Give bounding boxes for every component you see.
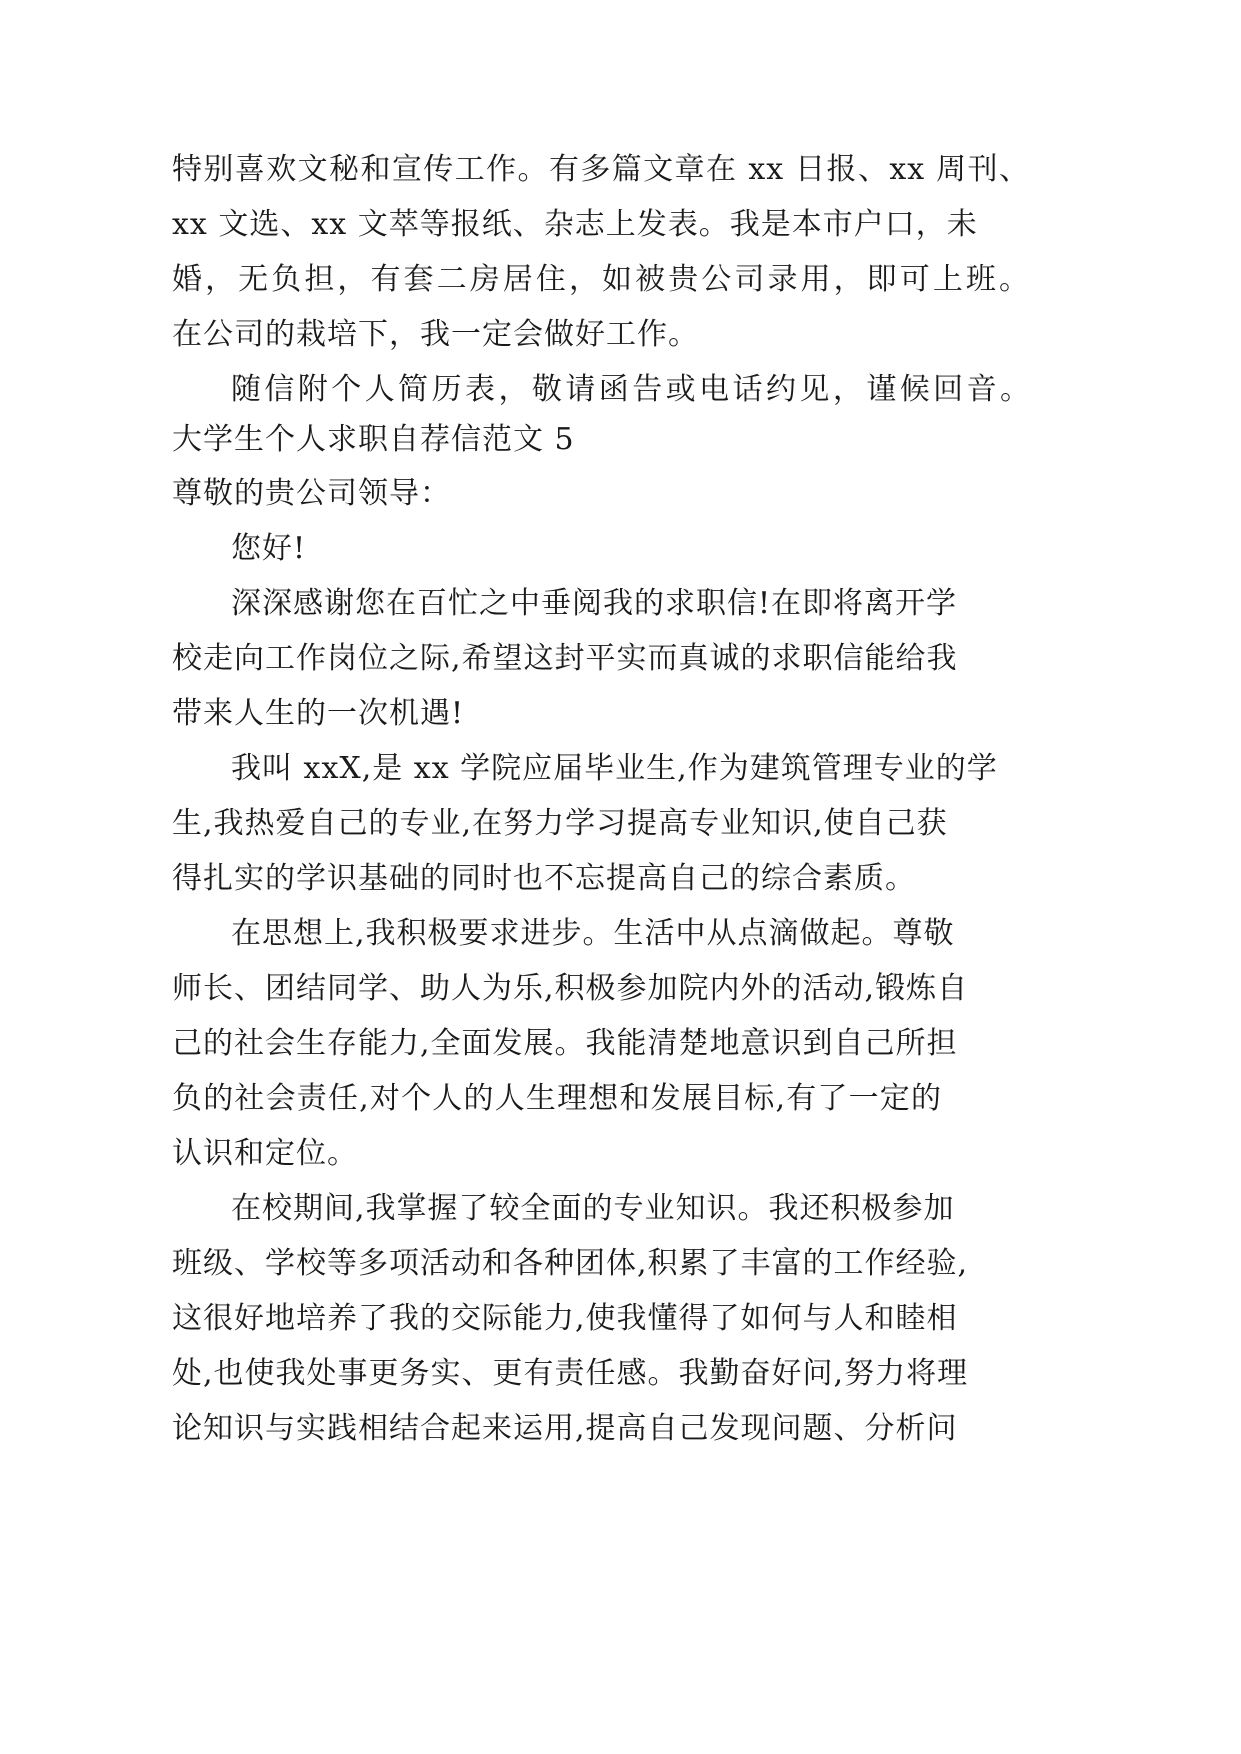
text-line: 论知识与实践相结合起来运用,提高自己发现问题、分析问 xyxy=(172,1411,958,1446)
text-line: 认识和定位。 xyxy=(172,1136,358,1171)
text-line: 深深感谢您在百忙之中垂阅我的求职信!在即将离开学 xyxy=(231,586,958,621)
text-line: 在思想上,我积极要求进步。生活中从点滴做起。尊敬 xyxy=(231,916,955,951)
text-line: 得扎实的学识基础的同时也不忘提高自己的综合素质。 xyxy=(172,861,916,896)
text-line: 处,也使我处事更务实、更有责任感。我勤奋好问,努力将理 xyxy=(172,1356,969,1391)
salutation: 尊敬的贵公司领导： xyxy=(172,476,451,511)
text-line: 特别喜欢文秘和宣传工作。有多篇文章在 xx 日报、xx 周刊、 xyxy=(172,152,1030,187)
text-line: 带来人生的一次机遇! xyxy=(172,696,465,731)
text-line: 我叫 xxX,是 xx 学院应届毕业生,作为建筑管理专业的学 xyxy=(231,751,998,786)
section-title: 大学生个人求职自荐信范文 5 xyxy=(172,422,575,457)
text-line: 婚，无负担，有套二房居住，如被贵公司录用，即可上班。 xyxy=(172,262,1030,297)
text-line: xx 文选、xx 文萃等报纸、杂志上发表。我是本市户口，未 xyxy=(172,207,978,242)
text-line: 校走向工作岗位之际,希望这封平实而真诚的求职信能给我 xyxy=(172,641,958,676)
text-line: 生,我热爱自己的专业,在努力学习提高专业知识,使自己获 xyxy=(172,806,948,841)
text-line: 在公司的栽培下，我一定会做好工作。 xyxy=(172,317,699,352)
text-line: 这很好地培养了我的交际能力,使我懂得了如何与人和睦相 xyxy=(172,1301,958,1336)
text-line: 负的社会责任,对个人的人生理想和发展目标,有了一定的 xyxy=(172,1081,942,1116)
text-line: 班级、学校等多项活动和各种团体,积累了丰富的工作经验, xyxy=(172,1246,969,1281)
text-line: 在校期间,我掌握了较全面的专业知识。我还积极参加 xyxy=(231,1191,955,1226)
greeting: 您好! xyxy=(231,531,307,566)
text-line: 己的社会生存能力,全面发展。我能清楚地意识到自己所担 xyxy=(172,1026,958,1061)
text-line: 师长、团结同学、助人为乐,积极参加院内外的活动,锻炼自 xyxy=(172,971,969,1006)
text-line: 随信附个人简历表，敬请函告或电话约见，谨候回音。 xyxy=(231,372,1031,407)
